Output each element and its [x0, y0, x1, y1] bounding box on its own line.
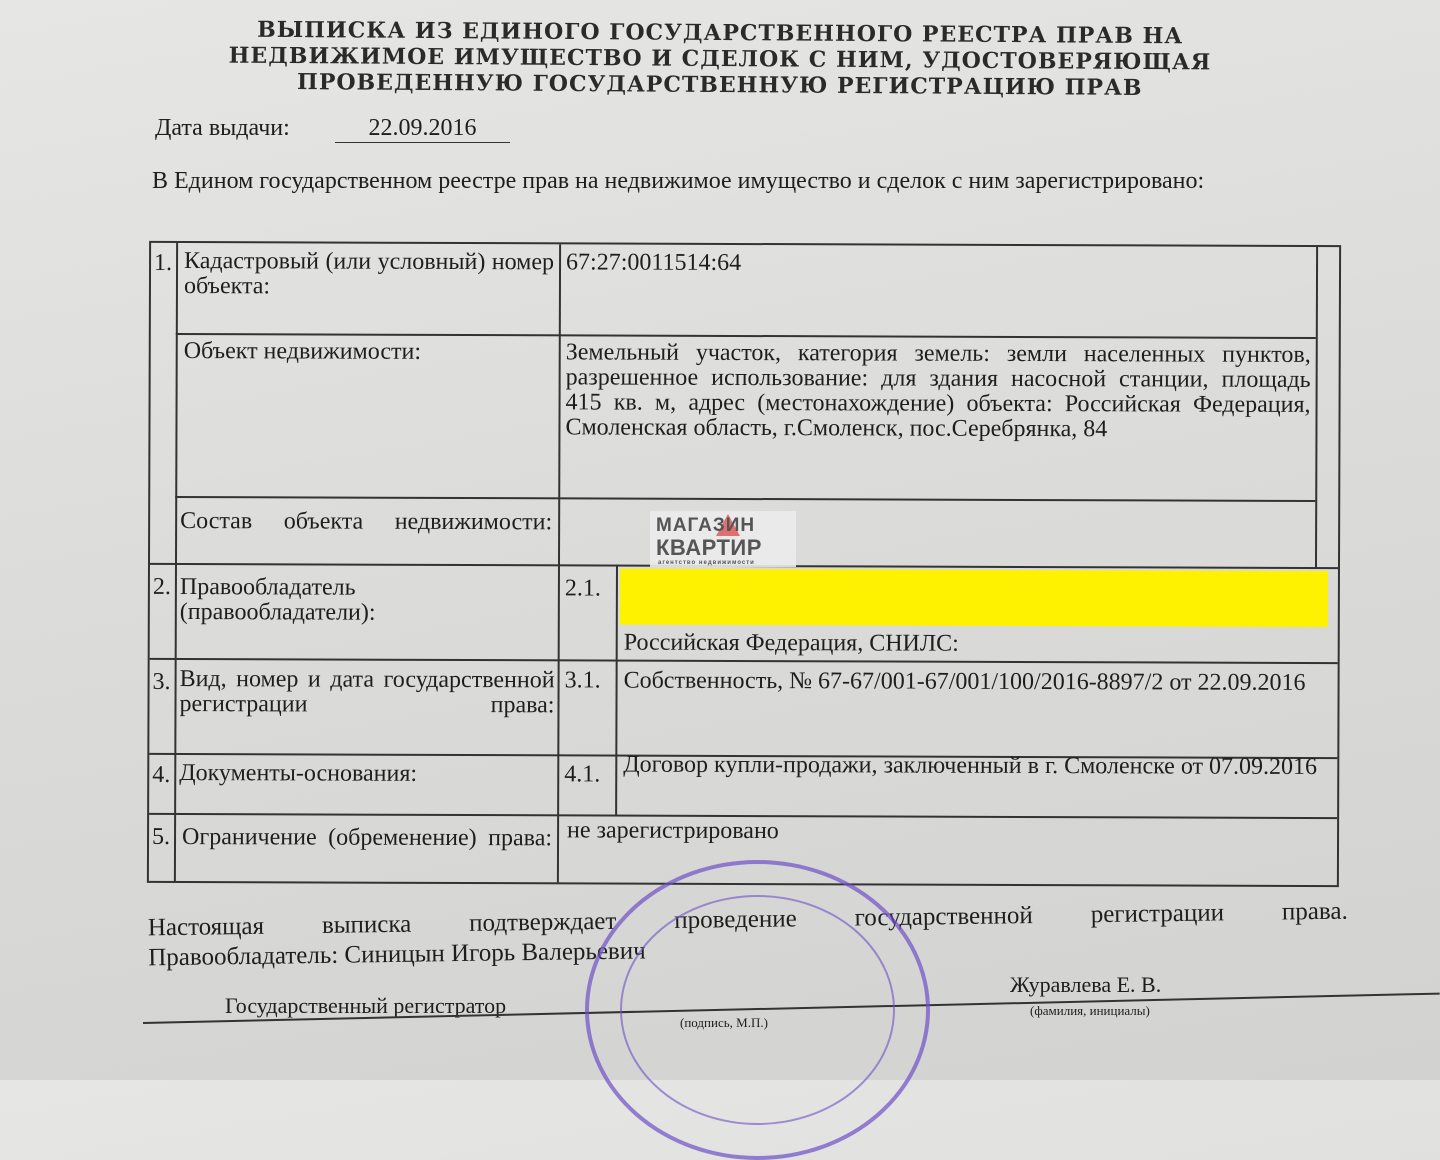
cadastral-number: 67:27:0011514:64 — [566, 249, 742, 276]
name-caption: (фамилия, инициалы) — [1030, 1003, 1150, 1018]
row-1-number: 1. — [154, 249, 173, 277]
logo-line-2: КВАРТИР — [656, 535, 762, 560]
object-label: Объект недвижимости: — [183, 338, 422, 365]
document-title — [180, 16, 1261, 102]
composition-label: Состав объекта недвижимости: — [180, 508, 553, 536]
registration-label: Вид, номер и дата государственной регистрации права: — [179, 666, 555, 719]
title-line-2: НЕДВИЖИМОЕ ИМУЩЕСТВО И СДЕЛОК С НИМ, УДОСТОВЕРЯЮЩАЯ — [228, 42, 1212, 76]
row-4-number: 4. — [152, 761, 171, 788]
row-2-number: 2. — [152, 573, 171, 600]
row-4-sub-number: 4.1. — [564, 761, 601, 788]
title-line-3: ПРОВЕДЕННУЮ ГОСУДАРСТВЕННУЮ РЕГИСТРАЦИЮ ПРАВ — [297, 69, 1143, 101]
registration-value: Собственность, № 67-67/001-67/001/100/2016-8897/2 от 22.09.2016 — [623, 667, 1306, 696]
registrar-label: Государственный регистратор — [225, 993, 507, 1018]
agency-watermark-logo — [650, 511, 796, 567]
stamp-inner-ring-icon — [620, 895, 895, 1125]
confirmation-text: Настоящая выписка подтверждает проведение государственной регистрации права. — [147, 897, 1348, 942]
object-description: Земельный участок, категория земель: земли населенных пунктов, разрешенное использование: для здания насосной станции, площадь 415 кв. м, адрес (местонахождение) объекта: Российская Федерация, Смоленская область, г.Смоленск, пос.Серебрянка, 84 — [565, 339, 1311, 443]
encumbrance-label: Ограничение (обременение) права: — [181, 824, 553, 852]
row-3-sub-number: 3.1. — [564, 667, 601, 694]
documents-label: Документы-основания: — [179, 760, 418, 787]
signature-caption: (подпись, М.П.) — [680, 1015, 768, 1030]
cadastral-label: Кадастровый (или условный) номер объекта: — [183, 248, 555, 300]
row-2-sub-number: 2.1. — [564, 575, 601, 602]
logo-line-3: агентство недвижимости — [658, 560, 755, 566]
row-5-number: 5. — [151, 823, 171, 850]
registrar-name: Журавлева Е. В. — [1010, 972, 1162, 997]
rightholder-label: Правообладатель (правообладатели): — [179, 574, 376, 626]
issue-date: 22.09.2016 — [335, 115, 510, 143]
row-3-number: 3. — [152, 668, 171, 695]
documents-value: Договор купли-продажи, заключенный в г. Смоленске от 07.09.2016 — [623, 751, 1318, 781]
issue-date-label: Дата выдачи: — [155, 115, 290, 141]
rightholder-partial-text: Российская Федерация, СНИЛС: — [623, 629, 959, 657]
redaction-bar — [620, 569, 1328, 627]
encumbrance-value: не зарегистрировано — [567, 817, 779, 845]
title-line-1: ВЫПИСКА ИЗ ЕДИНОГО ГОСУДАРСТВЕННОГО РЕЕСТРА ПРАВ НА — [257, 16, 1184, 50]
rightholder-name: Правообладатель: Синицын Игорь Валерьевич — [148, 937, 646, 972]
logo-line-1: МАГАЗИН — [656, 515, 756, 536]
intro-text: В Едином государственном реестре прав на недвижимое имущество и сделок с ним зарегистрировано: — [152, 168, 1205, 194]
